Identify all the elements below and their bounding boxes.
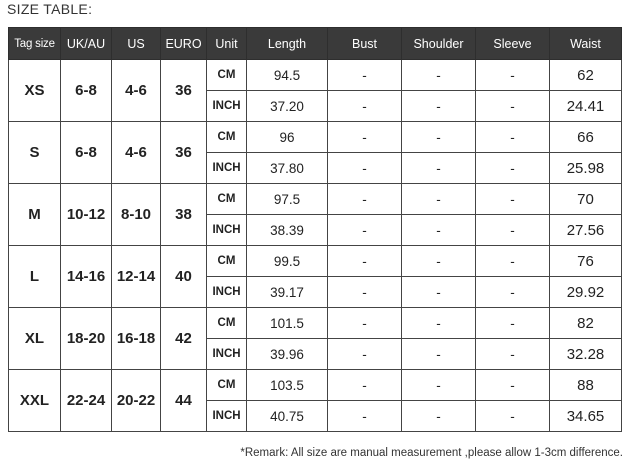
- bust-cell: -: [328, 60, 402, 91]
- length-cell: 103.5: [247, 370, 328, 401]
- us-cell: 12-14: [112, 246, 161, 308]
- sleeve-cell: -: [476, 277, 550, 308]
- table-row: [9, 122, 622, 153]
- euro-cell: 42: [161, 308, 207, 370]
- bust-cell: -: [328, 246, 402, 277]
- size-table: [8, 27, 622, 432]
- shoulder-cell: -: [402, 246, 476, 277]
- unit-cell: INCH: [207, 277, 247, 308]
- header-us: US: [112, 28, 161, 60]
- length-cell: 40.75: [247, 401, 328, 432]
- waist-cell: 82: [550, 308, 622, 339]
- table-row: [9, 246, 622, 277]
- sleeve-cell: -: [476, 122, 550, 153]
- bust-cell: -: [328, 215, 402, 246]
- unit-cell: INCH: [207, 153, 247, 184]
- tag-size-cell: XS: [9, 60, 61, 122]
- table-body: [9, 60, 622, 432]
- tag-size-cell: XL: [9, 308, 61, 370]
- length-cell: 97.5: [247, 184, 328, 215]
- uk-au-cell: 6-8: [61, 122, 112, 184]
- us-cell: 8-10: [112, 184, 161, 246]
- page-title: SIZE TABLE:: [7, 1, 93, 17]
- shoulder-cell: -: [402, 91, 476, 122]
- waist-cell: 29.92: [550, 277, 622, 308]
- us-cell: 16-18: [112, 308, 161, 370]
- unit-cell: CM: [207, 308, 247, 339]
- header-shoulder: Shoulder: [402, 28, 476, 60]
- uk-au-cell: 14-16: [61, 246, 112, 308]
- uk-au-cell: 6-8: [61, 60, 112, 122]
- bust-cell: -: [328, 370, 402, 401]
- shoulder-cell: -: [402, 184, 476, 215]
- waist-cell: 24.41: [550, 91, 622, 122]
- length-cell: 37.80: [247, 153, 328, 184]
- length-cell: 39.96: [247, 339, 328, 370]
- euro-cell: 40: [161, 246, 207, 308]
- waist-cell: 32.28: [550, 339, 622, 370]
- bust-cell: -: [328, 122, 402, 153]
- waist-cell: 88: [550, 370, 622, 401]
- length-cell: 37.20: [247, 91, 328, 122]
- remark-note: *Remark: All size are manual measurement ,please allow 1-3cm difference.: [240, 447, 623, 459]
- waist-cell: 25.98: [550, 153, 622, 184]
- sleeve-cell: -: [476, 153, 550, 184]
- bust-cell: -: [328, 184, 402, 215]
- waist-cell: 76: [550, 246, 622, 277]
- shoulder-cell: -: [402, 370, 476, 401]
- bust-cell: -: [328, 153, 402, 184]
- shoulder-cell: -: [402, 277, 476, 308]
- waist-cell: 34.65: [550, 401, 622, 432]
- sleeve-cell: -: [476, 401, 550, 432]
- tag-size-cell: S: [9, 122, 61, 184]
- uk-au-cell: 18-20: [61, 308, 112, 370]
- sleeve-cell: -: [476, 60, 550, 91]
- table-header-row: [9, 28, 622, 60]
- waist-cell: 70: [550, 184, 622, 215]
- header-uk-au: UK/AU: [61, 28, 112, 60]
- bust-cell: -: [328, 277, 402, 308]
- waist-cell: 27.56: [550, 215, 622, 246]
- bust-cell: -: [328, 339, 402, 370]
- header-tag-size: Tag size: [9, 28, 61, 60]
- unit-cell: CM: [207, 370, 247, 401]
- sleeve-cell: -: [476, 339, 550, 370]
- tag-size-cell: XXL: [9, 370, 61, 432]
- shoulder-cell: -: [402, 401, 476, 432]
- length-cell: 38.39: [247, 215, 328, 246]
- shoulder-cell: -: [402, 339, 476, 370]
- header-length: Length: [247, 28, 328, 60]
- bust-cell: -: [328, 308, 402, 339]
- shoulder-cell: -: [402, 122, 476, 153]
- euro-cell: 36: [161, 60, 207, 122]
- unit-cell: INCH: [207, 339, 247, 370]
- sleeve-cell: -: [476, 308, 550, 339]
- euro-cell: 38: [161, 184, 207, 246]
- us-cell: 4-6: [112, 122, 161, 184]
- waist-cell: 62: [550, 60, 622, 91]
- bust-cell: -: [328, 401, 402, 432]
- unit-cell: INCH: [207, 401, 247, 432]
- header-euro: EURO: [161, 28, 207, 60]
- shoulder-cell: -: [402, 153, 476, 184]
- sleeve-cell: -: [476, 91, 550, 122]
- tag-size-cell: M: [9, 184, 61, 246]
- bust-cell: -: [328, 91, 402, 122]
- unit-cell: INCH: [207, 91, 247, 122]
- header-sleeve: Sleeve: [476, 28, 550, 60]
- unit-cell: CM: [207, 60, 247, 91]
- uk-au-cell: 22-24: [61, 370, 112, 432]
- unit-cell: CM: [207, 122, 247, 153]
- us-cell: 4-6: [112, 60, 161, 122]
- euro-cell: 36: [161, 122, 207, 184]
- shoulder-cell: -: [402, 60, 476, 91]
- sleeve-cell: -: [476, 370, 550, 401]
- length-cell: 94.5: [247, 60, 328, 91]
- sleeve-cell: -: [476, 215, 550, 246]
- table-row: [9, 184, 622, 215]
- header-waist: Waist: [550, 28, 622, 60]
- table-row: [9, 370, 622, 401]
- shoulder-cell: -: [402, 308, 476, 339]
- length-cell: 96: [247, 122, 328, 153]
- euro-cell: 44: [161, 370, 207, 432]
- length-cell: 101.5: [247, 308, 328, 339]
- us-cell: 20-22: [112, 370, 161, 432]
- table-row: [9, 60, 622, 91]
- table-row: [9, 308, 622, 339]
- sleeve-cell: -: [476, 246, 550, 277]
- length-cell: 99.5: [247, 246, 328, 277]
- uk-au-cell: 10-12: [61, 184, 112, 246]
- header-bust: Bust: [328, 28, 402, 60]
- header-unit: Unit: [207, 28, 247, 60]
- unit-cell: INCH: [207, 215, 247, 246]
- unit-cell: CM: [207, 246, 247, 277]
- sleeve-cell: -: [476, 184, 550, 215]
- waist-cell: 66: [550, 122, 622, 153]
- shoulder-cell: -: [402, 215, 476, 246]
- unit-cell: CM: [207, 184, 247, 215]
- tag-size-cell: L: [9, 246, 61, 308]
- length-cell: 39.17: [247, 277, 328, 308]
